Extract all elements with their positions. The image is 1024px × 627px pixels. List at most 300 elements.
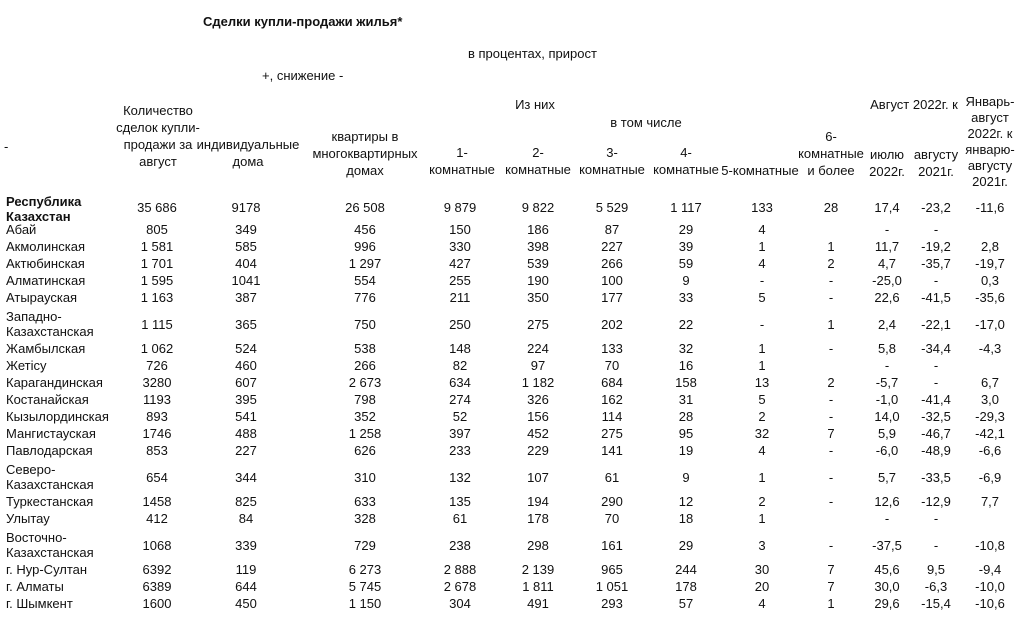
row-cell: 29,6 <box>874 596 900 611</box>
row-cell: 1600 <box>142 596 172 611</box>
row-cell: 633 <box>354 494 376 509</box>
row-cell: 32 <box>754 426 770 441</box>
row-cell: - <box>884 511 890 526</box>
row-cell: - <box>828 470 834 485</box>
table-row <box>0 409 1024 426</box>
row-cell: -6,3 <box>924 579 948 594</box>
row-cell: 227 <box>601 239 623 254</box>
row-cell: - <box>828 409 834 424</box>
row-cell: 1 <box>758 239 766 254</box>
header-3room: 3-комнатные <box>579 145 645 177</box>
row-cell: 2 <box>827 375 835 390</box>
row-cell: 395 <box>235 392 257 407</box>
row-cell: - <box>828 341 834 356</box>
table-row <box>0 426 1024 443</box>
row-cell: 1 258 <box>348 426 382 441</box>
row-cell: 1458 <box>142 494 172 509</box>
table-row <box>0 462 1024 494</box>
row-cell: 135 <box>449 494 471 509</box>
row-cell: 162 <box>601 392 623 407</box>
row-cell: 1 <box>827 239 835 254</box>
row-cell: 33 <box>678 290 694 305</box>
row-cell: 250 <box>449 317 471 332</box>
row-name: г. Нур-Султан <box>6 562 88 577</box>
row-cell: 1 <box>758 358 766 373</box>
table-row <box>0 309 1024 341</box>
row-cell: 412 <box>146 511 168 526</box>
row-cell: 9 <box>682 470 690 485</box>
row-cell: 244 <box>675 562 697 577</box>
table-row <box>0 443 1024 460</box>
row-cell: 255 <box>449 273 471 288</box>
row-cell: 107 <box>527 470 549 485</box>
row-cell: 450 <box>235 596 257 611</box>
row-cell: 156 <box>527 409 549 424</box>
row-cell: 1746 <box>142 426 172 441</box>
row-cell: 12,6 <box>874 494 900 509</box>
row-cell: 539 <box>527 256 549 271</box>
header-region: - <box>4 139 9 154</box>
table-row <box>0 194 1024 222</box>
row-cell: 350 <box>527 290 549 305</box>
row-cell: 11,7 <box>874 239 900 254</box>
row-cell: 644 <box>235 579 257 594</box>
row-cell: 266 <box>354 358 376 373</box>
row-cell: - <box>828 273 834 288</box>
row-cell: 9178 <box>231 200 261 215</box>
row-cell: 3,0 <box>980 392 1000 407</box>
row-cell: 452 <box>527 426 549 441</box>
row-cell: 29 <box>678 222 694 237</box>
table-row <box>0 239 1024 256</box>
header-including: в том числе <box>610 115 682 130</box>
row-cell: 14,0 <box>874 409 900 424</box>
row-cell: 805 <box>146 222 168 237</box>
row-cell: -32,5 <box>921 409 951 424</box>
row-cell: 161 <box>601 538 623 553</box>
row-cell: 1 117 <box>670 200 702 215</box>
row-cell: - <box>828 392 834 407</box>
row-cell: -48,9 <box>921 443 951 458</box>
row-cell: 5,9 <box>877 426 897 441</box>
row-cell: 95 <box>678 426 694 441</box>
row-cell: - <box>884 358 890 373</box>
row-cell: 4,7 <box>877 256 897 271</box>
row-cell: 30 <box>754 562 770 577</box>
row-cell: 52 <box>452 409 468 424</box>
row-cell: 654 <box>146 470 168 485</box>
row-cell: 178 <box>675 579 697 594</box>
row-cell: 1 182 <box>521 375 555 390</box>
row-name: Северо-Казахстанская <box>6 462 94 492</box>
header-apartments: квартиры в многоквартирных домах <box>312 129 418 178</box>
row-cell: 397 <box>449 426 471 441</box>
row-cell: 538 <box>354 341 376 356</box>
row-cell: 45,6 <box>874 562 900 577</box>
row-name: Абай <box>6 222 37 237</box>
row-cell: 1 297 <box>348 256 382 271</box>
row-cell: 275 <box>527 317 549 332</box>
row-cell: 178 <box>527 511 549 526</box>
row-cell: 5,7 <box>877 470 897 485</box>
row-cell: 541 <box>235 409 257 424</box>
row-cell: -5,7 <box>875 375 899 390</box>
row-cell: 238 <box>449 538 471 553</box>
row-cell: 6392 <box>142 562 172 577</box>
row-cell: 275 <box>601 426 623 441</box>
units-note-1: в процентах, прирост <box>468 46 597 61</box>
row-cell: 70 <box>604 511 620 526</box>
row-name: Павлодарская <box>6 443 93 458</box>
row-cell: 0,3 <box>980 273 1000 288</box>
header-5room: 5-комнатные <box>721 163 799 178</box>
table-row <box>0 596 1024 613</box>
row-cell: -9,4 <box>978 562 1002 577</box>
row-cell: - <box>884 222 890 237</box>
header-count: Количество сделок купли-продажи за август <box>116 103 200 169</box>
row-cell: 12 <box>678 494 694 509</box>
row-cell: 365 <box>235 317 257 332</box>
row-cell: 626 <box>354 443 376 458</box>
row-cell: 1 <box>827 317 835 332</box>
header-houses: индивидуальные дома <box>196 137 300 169</box>
row-cell: 97 <box>530 358 546 373</box>
row-cell: 6,7 <box>980 375 1000 390</box>
row-cell: - <box>933 538 939 553</box>
row-cell: 5 <box>758 290 766 305</box>
row-cell: 59 <box>678 256 694 271</box>
row-cell: 427 <box>449 256 471 271</box>
row-cell: 7 <box>827 426 835 441</box>
row-cell: 2 <box>827 256 835 271</box>
header-of-which: Из них <box>515 97 555 112</box>
row-cell: -29,3 <box>975 409 1005 424</box>
row-cell: 491 <box>527 596 549 611</box>
row-cell: 853 <box>146 443 168 458</box>
row-cell: 114 <box>601 409 623 424</box>
row-cell: 2 139 <box>521 562 555 577</box>
row-name: г. Алматы <box>6 579 64 594</box>
row-cell: 1 150 <box>348 596 382 611</box>
row-cell: - <box>828 538 834 553</box>
row-cell: -17,0 <box>975 317 1005 332</box>
row-name: Улытау <box>6 511 50 526</box>
row-cell: -41,5 <box>921 290 951 305</box>
table-row <box>0 562 1024 579</box>
row-name: Республика Казахстан <box>6 194 82 224</box>
row-cell: -6,0 <box>875 443 899 458</box>
row-cell: 28 <box>678 409 694 424</box>
row-cell: 330 <box>449 239 471 254</box>
row-cell: 1 595 <box>140 273 174 288</box>
header-2room: 2-комнатные <box>505 145 571 177</box>
row-cell: -12,9 <box>921 494 951 509</box>
row-cell: 1 701 <box>140 256 174 271</box>
row-cell: 100 <box>601 273 623 288</box>
row-cell: 19 <box>678 443 694 458</box>
row-cell: -6,6 <box>978 443 1002 458</box>
row-cell: -41,4 <box>921 392 951 407</box>
row-cell: 4 <box>758 222 766 237</box>
row-cell: 22 <box>678 317 694 332</box>
row-cell: 18 <box>678 511 694 526</box>
row-cell: 87 <box>604 222 620 237</box>
row-cell: 35 686 <box>137 200 177 215</box>
row-cell: 211 <box>449 290 471 305</box>
row-cell: 141 <box>601 443 623 458</box>
row-cell: 202 <box>601 317 623 332</box>
header-4room: 4-комнатные <box>653 145 719 177</box>
row-cell: 1193 <box>143 392 171 407</box>
row-cell: 326 <box>527 392 549 407</box>
row-cell: -6,9 <box>978 470 1002 485</box>
row-cell: 996 <box>354 239 376 254</box>
row-cell: 2,4 <box>877 317 897 332</box>
row-cell: 1 <box>758 511 766 526</box>
row-cell: 132 <box>449 470 471 485</box>
row-cell: 1 163 <box>140 290 174 305</box>
row-cell: 150 <box>449 222 471 237</box>
row-cell: 456 <box>354 222 376 237</box>
row-cell: 32 <box>678 341 694 356</box>
row-cell: - <box>828 290 834 305</box>
row-cell: 965 <box>601 562 623 577</box>
table-row <box>0 494 1024 511</box>
row-cell: 30,0 <box>874 579 900 594</box>
header-july: июлю 2022г. <box>869 147 905 179</box>
row-cell: 304 <box>449 596 471 611</box>
row-cell: 387 <box>235 290 257 305</box>
row-cell: 190 <box>527 273 549 288</box>
row-cell: 6 273 <box>348 562 382 577</box>
row-cell: - <box>933 222 939 237</box>
row-cell: - <box>759 317 765 332</box>
row-cell: 4 <box>758 443 766 458</box>
row-name: Алматинская <box>6 273 86 288</box>
table-row <box>0 341 1024 358</box>
row-cell: 1 <box>827 596 835 611</box>
row-cell: 684 <box>601 375 623 390</box>
row-cell: 17,4 <box>874 200 900 215</box>
row-name: г. Шымкент <box>6 596 73 611</box>
row-cell: -42,1 <box>975 426 1005 441</box>
row-cell: 224 <box>527 341 549 356</box>
row-cell: 1 <box>758 341 766 356</box>
row-cell: 2 <box>758 409 766 424</box>
row-cell: 893 <box>146 409 168 424</box>
row-cell: -34,4 <box>921 341 951 356</box>
row-cell: -35,6 <box>975 290 1005 305</box>
row-cell: 29 <box>678 538 694 553</box>
table-row <box>0 375 1024 392</box>
row-name: Акмолинская <box>6 239 86 254</box>
row-cell: 148 <box>449 341 471 356</box>
row-cell: 825 <box>235 494 257 509</box>
row-cell: 1 <box>758 470 766 485</box>
row-cell: 9 879 <box>443 200 477 215</box>
row-cell: 524 <box>235 341 257 356</box>
row-cell: 5 745 <box>348 579 382 594</box>
row-cell: -10,0 <box>975 579 1005 594</box>
page-title: Сделки купли-продажи жилья* <box>203 14 403 29</box>
row-cell: 6389 <box>142 579 172 594</box>
row-name: Туркестанская <box>6 494 94 509</box>
row-cell: 4 <box>758 256 766 271</box>
row-cell: -25,0 <box>872 273 902 288</box>
row-cell: 82 <box>452 358 468 373</box>
row-cell: -19,7 <box>975 256 1005 271</box>
row-cell: 133 <box>601 341 623 356</box>
row-cell: 229 <box>527 443 549 458</box>
row-cell: 2 <box>758 494 766 509</box>
row-cell: -10,6 <box>975 596 1005 611</box>
row-cell: -1,0 <box>875 392 899 407</box>
row-cell: 7,7 <box>980 494 1000 509</box>
row-cell: 5 <box>758 392 766 407</box>
table-row <box>0 511 1024 528</box>
header-6room: 6-комнатные и более <box>798 129 864 178</box>
table-row <box>0 290 1024 307</box>
row-name: Жетісу <box>6 358 47 373</box>
row-cell: 194 <box>527 494 549 509</box>
row-name: Атырауская <box>6 290 78 305</box>
row-cell: 4 <box>758 596 766 611</box>
row-cell: 776 <box>354 290 376 305</box>
row-cell: 26 508 <box>345 200 385 215</box>
row-cell: 28 <box>823 200 839 215</box>
row-cell: -11,6 <box>975 200 1005 215</box>
row-cell: -10,8 <box>975 538 1005 553</box>
row-cell: 61 <box>452 511 468 526</box>
row-cell: 57 <box>678 596 694 611</box>
row-cell: 2,8 <box>980 239 1000 254</box>
row-cell: - <box>933 511 939 526</box>
header-aug2022: Август 2022г. к <box>870 97 958 112</box>
row-cell: 2 678 <box>443 579 477 594</box>
row-name: Мангистауская <box>6 426 96 441</box>
row-cell: 352 <box>354 409 376 424</box>
table-row <box>0 222 1024 239</box>
table-row <box>0 256 1024 273</box>
row-cell: 119 <box>235 562 257 577</box>
row-cell: 61 <box>604 470 620 485</box>
table-row <box>0 392 1024 409</box>
row-cell: 339 <box>235 538 257 553</box>
row-cell: 133 <box>751 200 773 215</box>
row-cell: 20 <box>754 579 770 594</box>
row-cell: 16 <box>678 358 694 373</box>
row-cell: 1 062 <box>140 341 174 356</box>
row-cell: 84 <box>238 511 254 526</box>
row-cell: - <box>933 273 939 288</box>
row-cell: 5 529 <box>595 200 629 215</box>
row-cell: 1 811 <box>522 579 554 594</box>
row-cell: 460 <box>235 358 257 373</box>
row-cell: 227 <box>235 443 257 458</box>
table-row <box>0 273 1024 290</box>
row-cell: 3280 <box>142 375 172 390</box>
row-cell: 293 <box>601 596 623 611</box>
row-cell: 9 <box>682 273 690 288</box>
row-cell: 39 <box>678 239 694 254</box>
row-cell: 404 <box>235 256 257 271</box>
row-cell: 729 <box>354 538 376 553</box>
row-cell: 186 <box>527 222 549 237</box>
row-cell: -35,7 <box>921 256 951 271</box>
row-cell: 1 581 <box>140 239 174 254</box>
header-1room: 1-комнатные <box>429 145 495 177</box>
row-cell: 585 <box>235 239 257 254</box>
row-cell: 31 <box>678 392 694 407</box>
row-cell: 488 <box>235 426 257 441</box>
row-cell: 5,8 <box>877 341 897 356</box>
row-cell: 310 <box>354 470 376 485</box>
row-cell: - <box>933 358 939 373</box>
row-cell: 22,6 <box>874 290 900 305</box>
row-cell: 3 <box>758 538 766 553</box>
row-cell: - <box>933 375 939 390</box>
header-jan-aug: Январь-август 2022г. к январю-августу 2021г. <box>965 94 1015 189</box>
row-cell: -19,2 <box>921 239 951 254</box>
row-cell: -15,4 <box>921 596 951 611</box>
row-cell: -33,5 <box>921 470 951 485</box>
row-cell: 177 <box>601 290 623 305</box>
row-cell: 274 <box>449 392 471 407</box>
row-cell: 798 <box>354 392 376 407</box>
row-cell: 7 <box>827 579 835 594</box>
row-cell: 1 115 <box>141 317 173 332</box>
row-cell: 554 <box>354 273 376 288</box>
row-name: Западно-Казахстанская <box>6 309 94 339</box>
row-name: Жамбылская <box>6 341 86 356</box>
row-cell: -23,2 <box>921 200 951 215</box>
row-cell: 398 <box>527 239 549 254</box>
row-cell: 70 <box>604 358 620 373</box>
row-cell: 9,5 <box>926 562 946 577</box>
row-cell: -4,3 <box>978 341 1002 356</box>
row-cell: -22,1 <box>921 317 951 332</box>
row-cell: 290 <box>601 494 623 509</box>
row-cell: 750 <box>354 317 376 332</box>
row-cell: 1 051 <box>595 579 629 594</box>
row-name: Костанайская <box>6 392 89 407</box>
row-cell: 634 <box>449 375 471 390</box>
row-name: Актюбинская <box>6 256 85 271</box>
row-cell: 328 <box>354 511 376 526</box>
row-cell: - <box>828 443 834 458</box>
row-cell: 2 673 <box>348 375 382 390</box>
row-cell: 7 <box>827 562 835 577</box>
table-row <box>0 358 1024 375</box>
row-cell: 2 888 <box>443 562 477 577</box>
row-name: Кызылординская <box>6 409 109 424</box>
units-note-2: +, снижение - <box>262 68 344 83</box>
row-name: Восточно-Казахстанская <box>6 530 94 560</box>
header-aug2021: августу 2021г. <box>913 147 959 179</box>
row-cell: 607 <box>235 375 257 390</box>
row-cell: -37,5 <box>872 538 902 553</box>
row-cell: - <box>828 494 834 509</box>
row-cell: 9 822 <box>521 200 555 215</box>
table-row <box>0 579 1024 596</box>
row-cell: 158 <box>675 375 697 390</box>
row-name: Карагандинская <box>6 375 103 390</box>
table-row <box>0 530 1024 562</box>
row-cell: 233 <box>449 443 471 458</box>
row-cell: 349 <box>235 222 257 237</box>
row-cell: 344 <box>235 470 257 485</box>
row-cell: 266 <box>601 256 623 271</box>
